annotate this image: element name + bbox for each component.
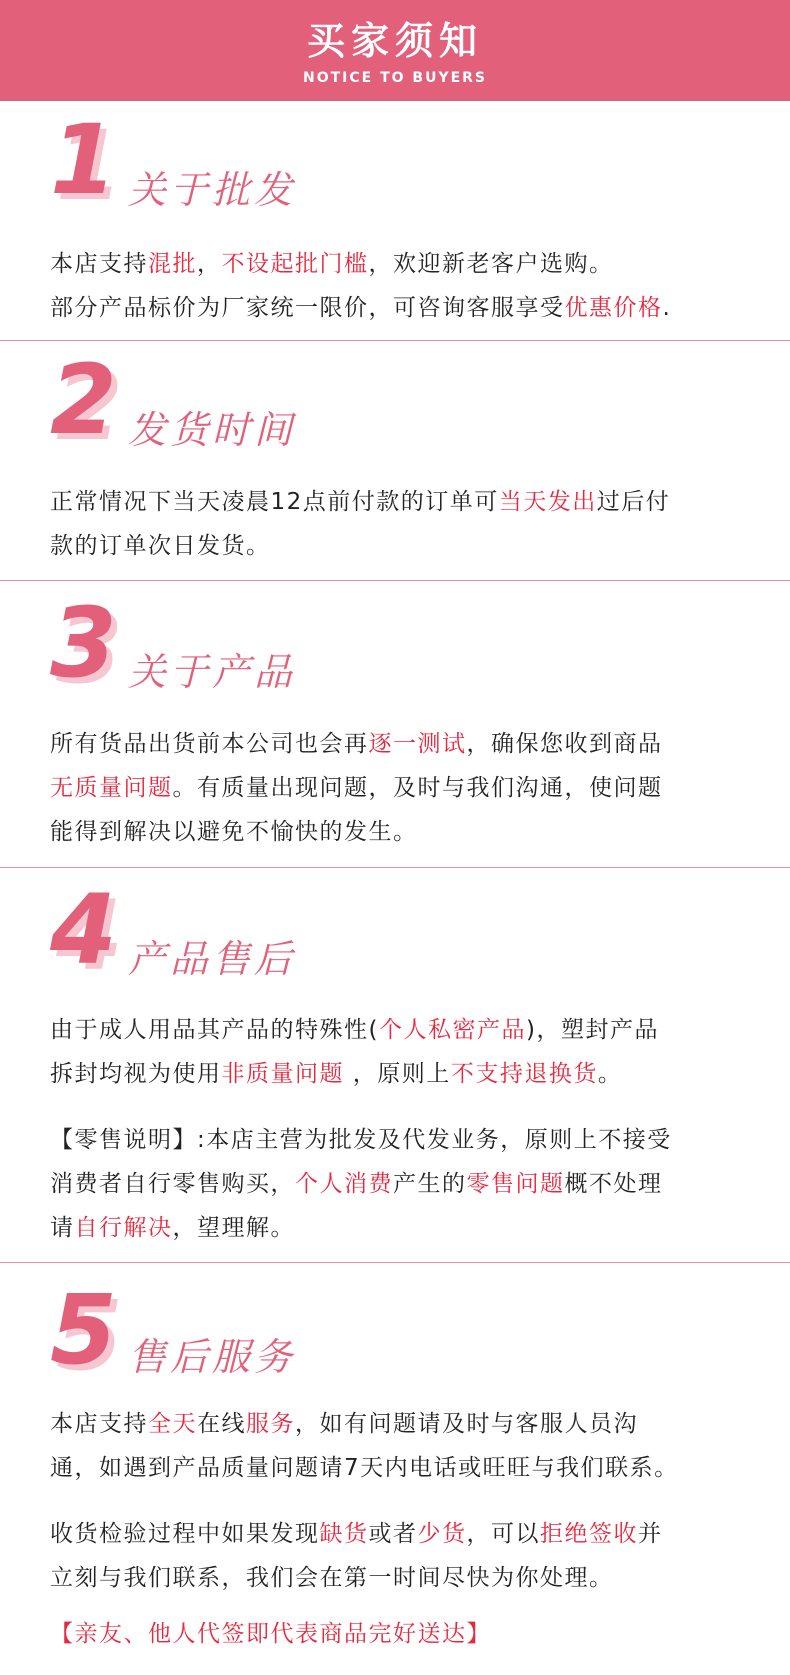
highlight-text: 自行解决 xyxy=(74,1215,173,1241)
text-line xyxy=(50,1118,770,1162)
header-title: 买家须知 xyxy=(306,19,483,63)
section-4-number: 4 xyxy=(50,874,117,986)
text-line xyxy=(50,480,770,524)
body-text: 。 xyxy=(597,1061,623,1087)
highlight-text: 逐一测试 xyxy=(368,731,467,757)
divider xyxy=(0,580,790,581)
section-4-heading: 产品售后 xyxy=(128,937,297,981)
text-line xyxy=(50,1052,770,1096)
divider xyxy=(0,340,790,341)
highlight-text: 少货 xyxy=(417,1521,467,1547)
text-line xyxy=(50,1402,770,1446)
body-text: 拆封均视为使用 xyxy=(50,1061,222,1087)
body-text: ，欢迎新老客户选购。 xyxy=(368,251,614,277)
body-text: 能得到解决以避免不愉快的发生。 xyxy=(50,819,418,845)
section-2-para-1 xyxy=(50,480,770,568)
body-text: ，如有问题请及时与客服人员沟 xyxy=(295,1411,638,1437)
highlight-text: 服务 xyxy=(246,1411,295,1437)
text-line xyxy=(50,1162,770,1206)
body-text: 在线 xyxy=(197,1411,246,1437)
section-5-para-2 xyxy=(50,1512,770,1600)
section-1-para-1 xyxy=(50,242,770,330)
section-1-heading: 关于批发 xyxy=(128,168,297,212)
body-text: 概不处理 xyxy=(564,1171,663,1197)
section-2-number: 2 xyxy=(50,344,117,456)
body-text: ，确保您收到商品 xyxy=(466,731,663,757)
body-text: 或者 xyxy=(368,1521,418,1547)
body-text: 所有货品出货前本公司也会再 xyxy=(50,731,369,757)
divider xyxy=(0,1262,790,1263)
body-text: 产生的 xyxy=(393,1171,467,1197)
body-text: 正常情况下当天凌晨12点前付款的订单可 xyxy=(50,489,499,515)
section-3-para-1 xyxy=(50,722,770,854)
highlight-text: 无质量问题 xyxy=(50,775,173,801)
body-text: 请 xyxy=(50,1215,75,1241)
body-text: 部分产品标价为厂家统一限价，可咨询客服享受 xyxy=(50,295,565,321)
text-line xyxy=(50,766,770,810)
body-text: 通，如遇到产品质量问题请7天内电话或旺旺与我们联系。 xyxy=(50,1455,679,1481)
section-1-number: 1 xyxy=(50,104,117,216)
text-line xyxy=(50,1556,770,1600)
section-4-para-1 xyxy=(50,1008,770,1096)
text-line xyxy=(50,1612,770,1656)
section-3-heading: 关于产品 xyxy=(128,650,297,694)
text-line xyxy=(50,810,770,854)
text-line xyxy=(50,1446,770,1490)
body-text: 由于成人用品其产品的特殊性( xyxy=(50,1017,379,1043)
body-text: 本店支持 xyxy=(50,251,148,277)
body-text: ，望理解。 xyxy=(172,1215,295,1241)
body-text: 款的订单次日发货。 xyxy=(50,533,271,559)
body-text: ， xyxy=(197,251,222,277)
section-4-para-2 xyxy=(50,1118,770,1250)
divider xyxy=(0,867,790,868)
section-5-heading: 售后服务 xyxy=(128,1335,297,1379)
header-subtitle: NOTICE TO BUYERS xyxy=(302,70,488,86)
text-line xyxy=(50,1206,770,1250)
section-5-number: 5 xyxy=(50,1274,117,1386)
text-line xyxy=(50,286,770,330)
section-5-para-3 xyxy=(50,1612,770,1656)
text-line xyxy=(50,1008,770,1052)
body-text: 消费者自行零售购买， xyxy=(50,1171,295,1197)
highlight-text: 优惠价格 xyxy=(564,295,663,321)
highlight-text: 不设起批门槛 xyxy=(221,251,369,277)
highlight-text: 拒绝签收 xyxy=(540,1521,638,1547)
section-5-para-1 xyxy=(50,1402,770,1490)
section-2-heading: 发货时间 xyxy=(128,408,297,452)
body-text: 收货检验过程中如果发现 xyxy=(50,1521,320,1547)
highlight-text: 缺货 xyxy=(319,1521,369,1547)
section-3-number: 3 xyxy=(50,587,117,699)
body-text: ，可以 xyxy=(466,1521,540,1547)
text-line xyxy=(50,242,770,286)
body-text: ，原则上 xyxy=(344,1061,451,1087)
body-text: . xyxy=(662,295,672,321)
highlight-text: 非质量问题 xyxy=(221,1061,344,1087)
highlight-text: 零售问题 xyxy=(466,1171,565,1197)
text-line xyxy=(50,722,770,766)
highlight-text: 当天发出 xyxy=(498,489,597,515)
body-text: )，塑封产品 xyxy=(525,1017,659,1043)
notice-header xyxy=(0,0,790,101)
body-text: 立刻与我们联系，我们会在第一时间尽快为你处理。 xyxy=(50,1565,614,1591)
highlight-text: 个人消费 xyxy=(295,1171,393,1197)
text-line xyxy=(50,1512,770,1556)
text-line xyxy=(50,524,770,568)
body-text: 并 xyxy=(638,1521,663,1547)
body-text: 本店支持 xyxy=(50,1411,148,1437)
highlight-text: 不支持退换货 xyxy=(450,1061,598,1087)
body-text: 过后付 xyxy=(596,489,671,515)
highlight-text: 个人私密产品 xyxy=(378,1017,526,1043)
highlight-text: 混批 xyxy=(148,251,197,277)
highlight-text: 全天 xyxy=(148,1411,197,1437)
highlight-text: 【亲友、他人代签即代表商品完好送达】 xyxy=(50,1621,491,1647)
body-text: 。有质量出现问题，及时与我们沟通，使问题 xyxy=(172,775,663,801)
body-text: 【零售说明】:本店主营为批发及代发业务，原则上不接受 xyxy=(50,1127,672,1153)
